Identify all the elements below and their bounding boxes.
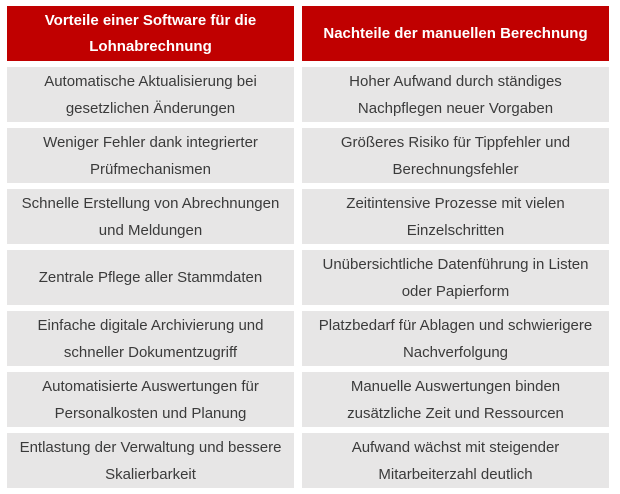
table-cell-right: Platzbedarf für Ablagen und schwierigere Nachverfolgung <box>302 311 609 366</box>
table-cell-left: Automatische Aktualisierung bei gesetzlichen Änderungen <box>7 67 294 122</box>
table-cell-right: Unübersichtliche Datenführung in Listen oder Papierform <box>302 250 609 305</box>
table-cell-left: Schnelle Erstellung von Abrechnungen und Meldungen <box>7 189 294 244</box>
table-cell-left: Zentrale Pflege aller Stammdaten <box>7 250 294 305</box>
comparison-table <box>7 6 609 488</box>
table-cell-left: Einfache digitale Archivierung und schneller Dokumentzugriff <box>7 311 294 366</box>
table-cell-right: Manuelle Auswertungen binden zusätzliche Zeit und Ressourcen <box>302 372 609 427</box>
table-cell-right: Größeres Risiko für Tippfehler und Berechnungsfehler <box>302 128 609 183</box>
table-cell-right: Aufwand wächst mit steigender Mitarbeiterzahl deutlich <box>302 433 609 488</box>
table-cell-left: Entlastung der Verwaltung und bessere Skalierbarkeit <box>7 433 294 488</box>
header-cell-software-advantages: Vorteile einer Software für die Lohnabrechnung <box>7 6 294 61</box>
table-cell-right: Zeitintensive Prozesse mit vielen Einzelschritten <box>302 189 609 244</box>
header-cell-manual-disadvantages: Nachteile der manuellen Berechnung <box>302 6 609 61</box>
table-cell-left: Automatisierte Auswertungen für Personalkosten und Planung <box>7 372 294 427</box>
table-cell-left: Weniger Fehler dank integrierter Prüfmechanismen <box>7 128 294 183</box>
table-cell-right: Hoher Aufwand durch ständiges Nachpflegen neuer Vorgaben <box>302 67 609 122</box>
